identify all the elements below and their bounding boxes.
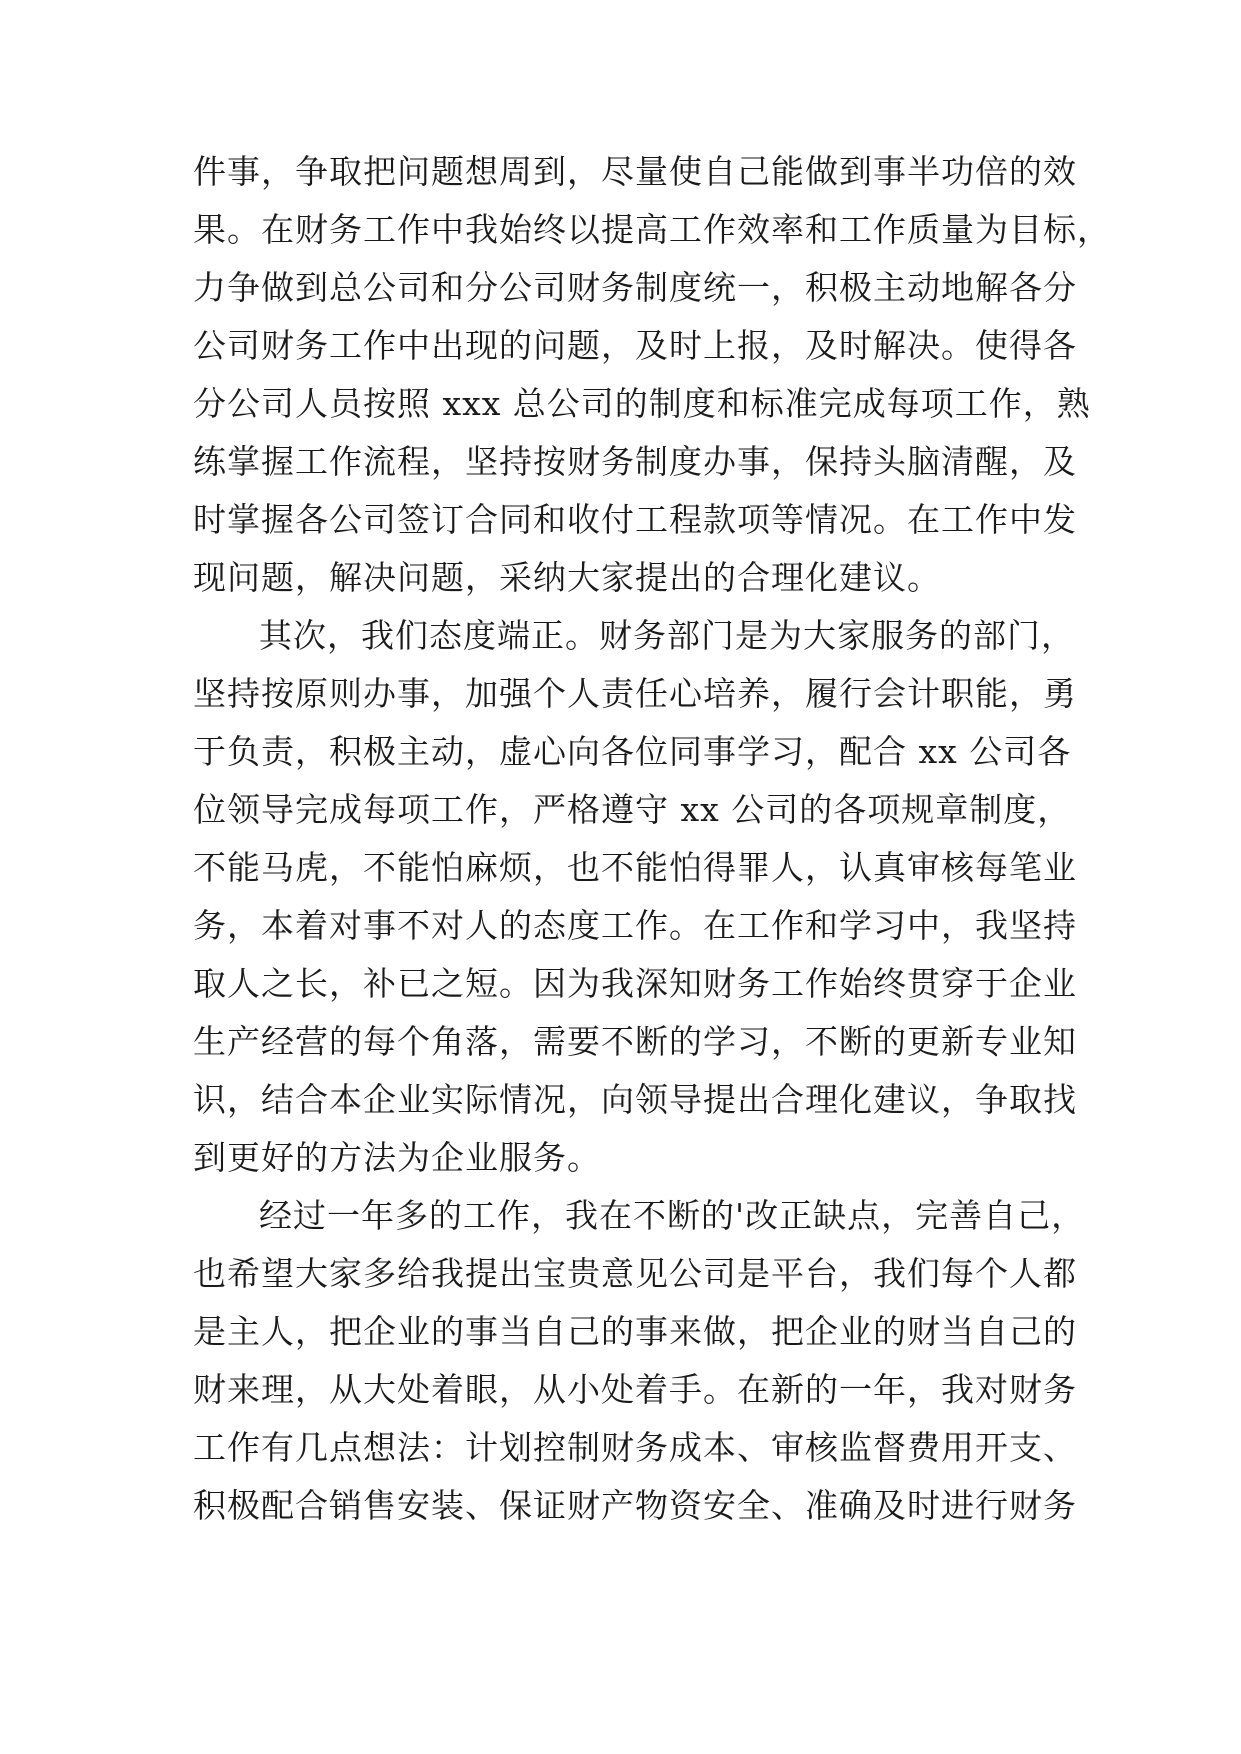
text-line: 是主人，把企业的事当自己的事来做，把企业的财当自己的 [193,1312,1077,1351]
text-line: 于负责，积极主动，虚心向各位同事学习，配合 xx 公司各 [193,732,1072,771]
paragraph-start-line: 其次，我们态度端正。财务部门是为大家服务的部门， [259,616,1075,655]
text-line: 件事，争取把问题想周到，尽量使自己能做到事半功倍的效 [193,152,1077,191]
text-line: 力争做到总公司和分公司财务制度统一，积极主动地解各分 [193,268,1077,307]
text-line: 积极配合销售安装、保证财产物资安全、准确及时进行财务 [193,1486,1077,1525]
text-line: 位领导完成每项工作，严格遵守 xx 公司的各项规章制度， [193,790,1072,829]
text-line: 时掌握各公司签订合同和收付工程款项等情况。在工作中发 [193,500,1077,539]
text-line: 识，结合本企业实际情况，向领导提出合理化建议，争取找 [193,1080,1077,1119]
text-line: 分公司人员按照 xxx 总公司的制度和标准完成每项工作，熟 [193,384,1091,423]
text-line: 不能马虎，不能怕麻烦，也不能怕得罪人，认真审核每笔业 [193,848,1077,887]
text-line: 财来理，从大处着眼，从小处着手。在新的一年，我对财务 [193,1370,1077,1409]
text-line: 取人之长，补已之短。因为我深知财务工作始终贯穿于企业 [193,964,1077,1003]
text-line: 公司财务工作中出现的问题，及时上报，及时解决。使得各 [193,326,1077,365]
text-line: 也希望大家多给我提出宝贵意见公司是平台，我们每个人都 [193,1254,1077,1293]
text-line: 现问题，解决问题，采纳大家提出的合理化建议。 [193,558,941,597]
paragraph-start-line: 经过一年多的工作，我在不断的'改正缺点，完善自己， [259,1196,1086,1235]
text-line: 工作有几点想法：计划控制财务成本、审核监督费用开支、 [193,1428,1077,1467]
text-line: 练掌握工作流程，坚持按财务制度办事，保持头脑清醒，及 [193,442,1077,481]
text-line: 务，本着对事不对人的态度工作。在工作和学习中，我坚持 [193,906,1077,945]
text-line: 坚持按原则办事，加强个人责任心培养，履行会计职能，勇 [193,674,1077,713]
text-line: 到更好的方法为企业服务。 [193,1138,601,1177]
text-line: 生产经营的每个角落，需要不断的学习，不断的更新专业知 [193,1022,1077,1061]
text-line: 果。在财务工作中我始终以提高工作效率和工作质量为目标， [193,210,1111,249]
